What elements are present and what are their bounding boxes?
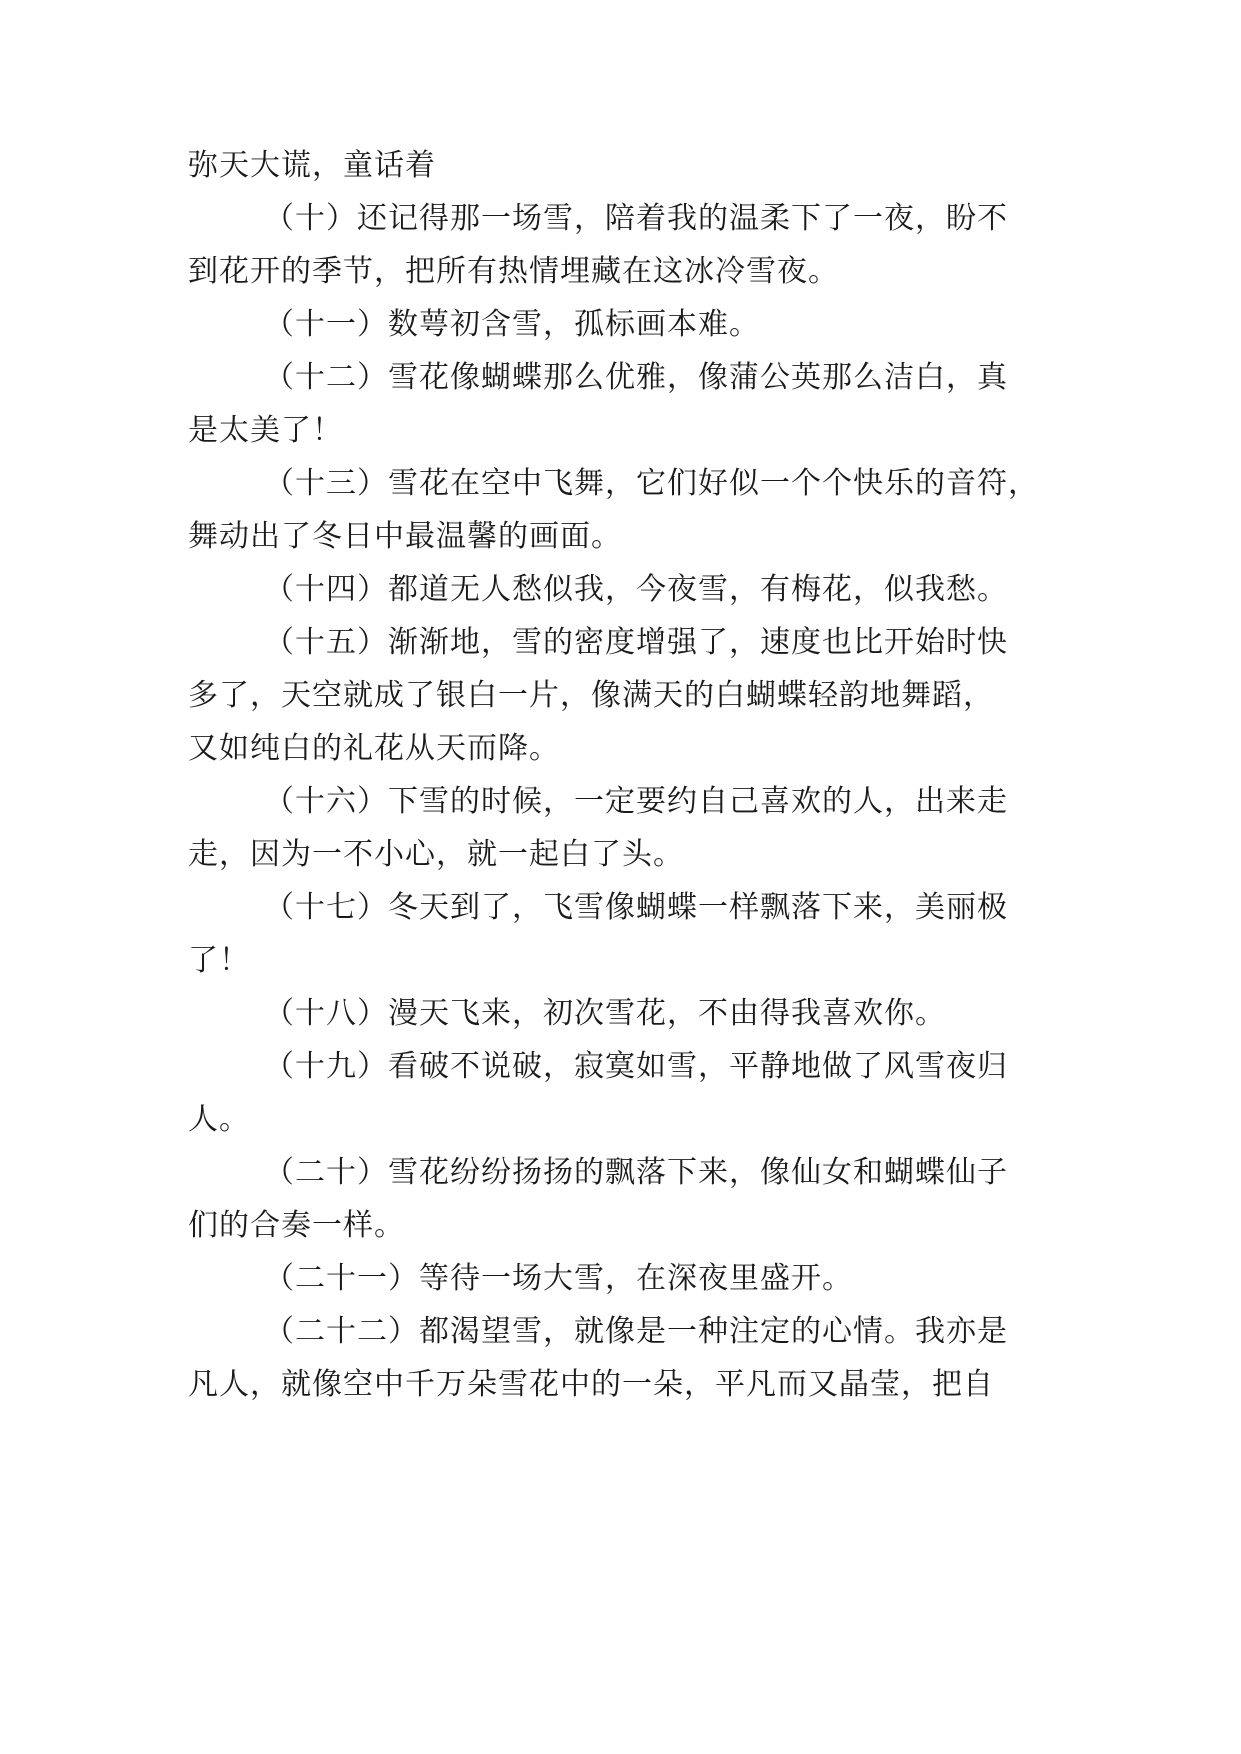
- text-line: （十四）都道无人愁似我，今夜雪，有梅花，似我愁。: [264, 572, 1008, 607]
- text-line: 弥天大谎，童话着: [188, 148, 436, 183]
- text-line: （二十一）等待一场大雪，在深夜里盛开。: [264, 1261, 853, 1296]
- text-line: （十五）渐渐地，雪的密度增强了，速度也比开始时快: [264, 625, 1008, 660]
- text-line: 又如纯白的礼花从天而降。: [188, 731, 560, 766]
- text-line: 们的合奏一样。: [188, 1208, 405, 1243]
- text-line: （十三）雪花在空中飞舞，它们好似一个个快乐的音符，: [264, 466, 1039, 501]
- text-line: （十六）下雪的时候，一定要约自己喜欢的人，出来走: [264, 784, 1008, 819]
- text-line: （二十二）都渴望雪，就像是一种注定的心情。我亦是: [264, 1314, 1008, 1349]
- text-line: （十九）看破不说破，寂寞如雪，平静地做了风雪夜归: [264, 1049, 1008, 1084]
- text-line: （十）还记得那一场雪，陪着我的温柔下了一夜，盼不: [264, 201, 1008, 236]
- text-line: 舞动出了冬日中最温馨的画面。: [188, 519, 622, 554]
- text-line: （十七）冬天到了，飞雪像蝴蝶一样飘落下来，美丽极: [264, 890, 1008, 925]
- text-line: 是太美了！: [188, 413, 343, 448]
- text-line: 人。: [188, 1102, 250, 1137]
- text-line: 走，因为一不小心，就一起白了头。: [188, 837, 684, 872]
- text-line: 多了，天空就成了银白一片，像满天的白蝴蝶轻韵地舞蹈，: [188, 678, 994, 713]
- text-line: （十八）漫天飞来，初次雪花，不由得我喜欢你。: [264, 996, 946, 1031]
- text-line: 到花开的季节，把所有热情埋藏在这冰冷雪夜。: [188, 254, 839, 289]
- text-line: （十一）数萼初含雪，孤标画本难。: [264, 307, 760, 342]
- text-line: 了！: [188, 943, 250, 978]
- text-line: （十二）雪花像蝴蝶那么优雅，像蒲公英那么洁白，真: [264, 360, 1008, 395]
- text-line: （二十）雪花纷纷扬扬的飘落下来，像仙女和蝴蝶仙子: [264, 1155, 1008, 1190]
- text-line: 凡人，就像空中千万朵雪花中的一朵，平凡而又晶莹，把自: [188, 1367, 994, 1402]
